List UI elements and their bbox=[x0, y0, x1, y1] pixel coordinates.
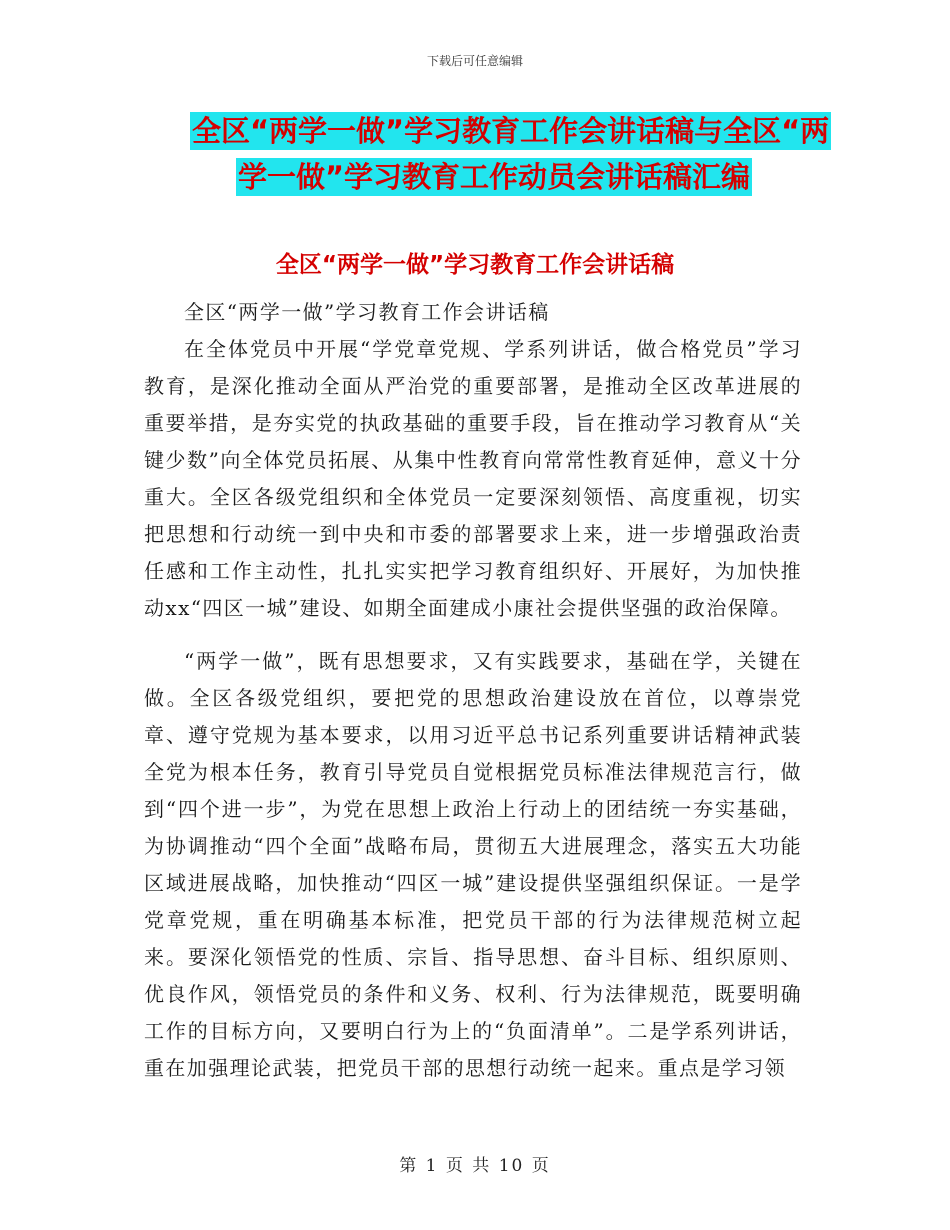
page-footer: 第 1 页 共 10 页 bbox=[399, 1156, 551, 1176]
body-paragraph: “两学一做”，既有思想要求，又有实践要求，基础在学，关键在做。全区各级党组织，要把党的思想政治建设放在首位，以尊崇党章、遵守党规为基本要求，以用习近平总书记系列重要讲话精神武装全党为根本任务，教育引导党员自觉根据党员标准法律规范言行，做到“四个进一步”，为党在思想上政治上行动上的团结统一夯实基础，为协调推动“四个全面”战略布局，贯彻五大进展理念，落实五大功能区域进展战略，加快推动“四区一城”建设提供坚强组织保证。一是学党章党规，重在明确基本标准，把党员干部的行为法律规范树立起来。要深化领悟党的性质、宗旨、指导思想、奋斗目标、组织原则、优良作风，领悟党员的条件和义务、权利、行为法律规范，既要明确工作的目标方向，又要明白行为上的“负面清单”。二是学系列讲话，重在加强理论武装，把党员干部的思想行动统一起来。重点是学习领 bbox=[144, 649, 802, 1080]
document-main-title bbox=[190, 108, 830, 200]
main-title-line-1: 全区“两学一做”学习教育工作会讲话稿与全区“两 bbox=[192, 114, 830, 148]
document-body bbox=[144, 294, 802, 1087]
body-paragraph-subtitle: 全区“两学一做”学习教育工作会讲话稿 bbox=[184, 300, 550, 324]
main-title-line-2: 学一做”学习教育工作动员会讲话稿汇编 bbox=[238, 160, 751, 194]
body-paragraph: 在全体党员中开展“学党章党规、学系列讲话，做合格党员”学习教育，是深化推动全面从严治党的重要部署，是推动全区改革进展的重要举措，是夯实党的执政基础的重要手段，旨在推动学习教育从“关键少数”向全体党员拓展、从集中性教育向常常性教育延伸，意义十分重大。全区各级党组织和全体党员一定要深刻领悟、高度重视，切实把思想和行动统一到中央和市委的部署要求上来，进一步增强政治责任感和工作主动性，扎扎实实把学习教育组织好、开展好，为加快推动xx“四区一城”建设、如期全面建成小康社会提供坚强的政治保障。 bbox=[144, 337, 802, 620]
section-title: 全区“两学一做”学习教育工作会讲话稿 bbox=[275, 252, 675, 278]
header-note: 下载后可任意编辑 bbox=[426, 54, 523, 68]
